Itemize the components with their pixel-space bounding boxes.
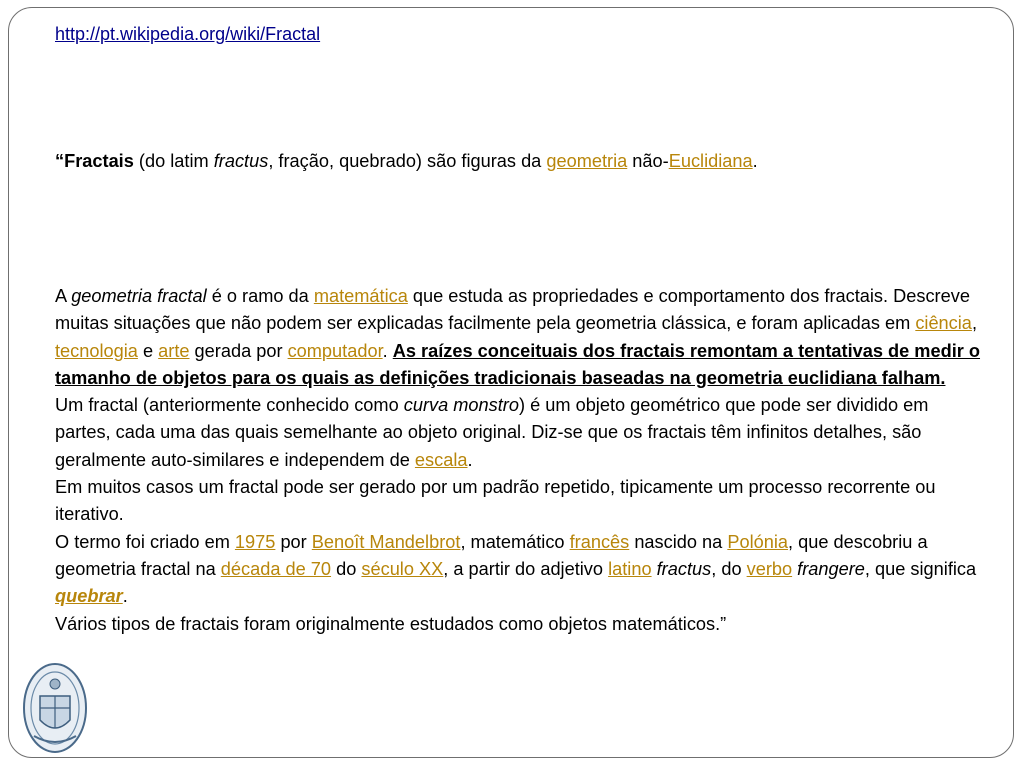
text: , (971, 313, 977, 334)
text: A (55, 286, 72, 306)
link-frances[interactable]: francês (569, 531, 630, 552)
text: ) é um objeto geométrico que pode ser dividido em partes, cada uma das quais semelhante ao objeto original. Diz-se que os fractais têm infinitos detalhes, são geralmente auto-similares e independem de (55, 395, 929, 470)
text: , matemático (460, 531, 570, 552)
text: , que descobriu a geometria fractal na (55, 531, 928, 579)
text: (do latim (133, 151, 214, 171)
text: do (331, 558, 362, 579)
term-frangere: frangere (797, 558, 865, 579)
text: não- (627, 151, 669, 171)
link-mandelbrot[interactable]: Benoît Mandelbrot (311, 531, 461, 552)
text: . (382, 340, 393, 361)
link-escala[interactable]: escala (414, 449, 468, 470)
link-1975[interactable]: 1975 (234, 531, 276, 552)
text: Um fractal (anteriormente conhecido como (55, 395, 404, 416)
term-fractais: “Fractais (55, 151, 134, 171)
text: , fração, quebrado) são figuras da (268, 151, 547, 171)
text: Vários tipos de fractais foram originalmente estudados como objetos matemáticos.” (55, 613, 727, 634)
link-verbo[interactable]: verbo (746, 558, 793, 579)
link-decada-de-70[interactable]: década de 70 (220, 558, 332, 579)
text: Em muitos casos um fractal pode ser gerado por um padrão repetido, tipicamente um processo recorrente ou iterativo. (55, 477, 936, 525)
text: nascido na (629, 531, 728, 552)
term-curva-monstro: curva monstro (403, 395, 519, 416)
text: que estuda as propriedades e comportamento dos fractais. Descreve muitas situações que não podem ser explicadas facilmente pela geometria clássica, e foram aplicadas em (55, 286, 970, 334)
link-latino[interactable]: latino (608, 558, 652, 579)
text: e (137, 340, 159, 361)
intro-paragraph (55, 148, 985, 175)
link-seculo-xx[interactable]: século XX (361, 558, 444, 579)
text: . (467, 449, 473, 470)
link-computador[interactable]: computador (287, 340, 383, 361)
text: gerada por (189, 340, 288, 361)
term-geometria-fractal: geometria fractal (71, 286, 207, 306)
link-matematica[interactable]: matemática (313, 286, 408, 306)
emphasis-sentence: As raízes conceituais dos fractais remontam a tentativas de medir o tamanho de objetos para os quais as definições tradicionais baseadas na geometria euclidiana falham. (55, 340, 981, 388)
link-tecnologia[interactable]: tecnologia (55, 340, 138, 361)
source-url-link[interactable]: http://pt.wikipedia.org/wiki/Fractal (55, 24, 321, 44)
text: . (752, 151, 758, 171)
link-euclidiana[interactable]: Euclidiana (668, 151, 753, 171)
text: por (275, 531, 312, 552)
body-paragraph (55, 283, 985, 638)
university-seal-icon (22, 662, 88, 754)
text: . (122, 586, 128, 607)
link-ciencia[interactable]: ciência (915, 313, 972, 334)
link-arte[interactable]: arte (158, 340, 190, 361)
term-fractus: fractus (656, 558, 712, 579)
text: , do (711, 558, 747, 579)
link-quebrar[interactable]: quebrar (55, 586, 123, 607)
term-fractus: fractus (213, 151, 269, 171)
link-geometria[interactable]: geometria (546, 151, 628, 171)
text: O termo foi criado em (55, 531, 235, 552)
text: , a partir do adjetivo (443, 558, 609, 579)
link-polonia[interactable]: Polónia (727, 531, 789, 552)
text: , que significa (864, 558, 977, 579)
text: é o ramo da (206, 286, 314, 306)
